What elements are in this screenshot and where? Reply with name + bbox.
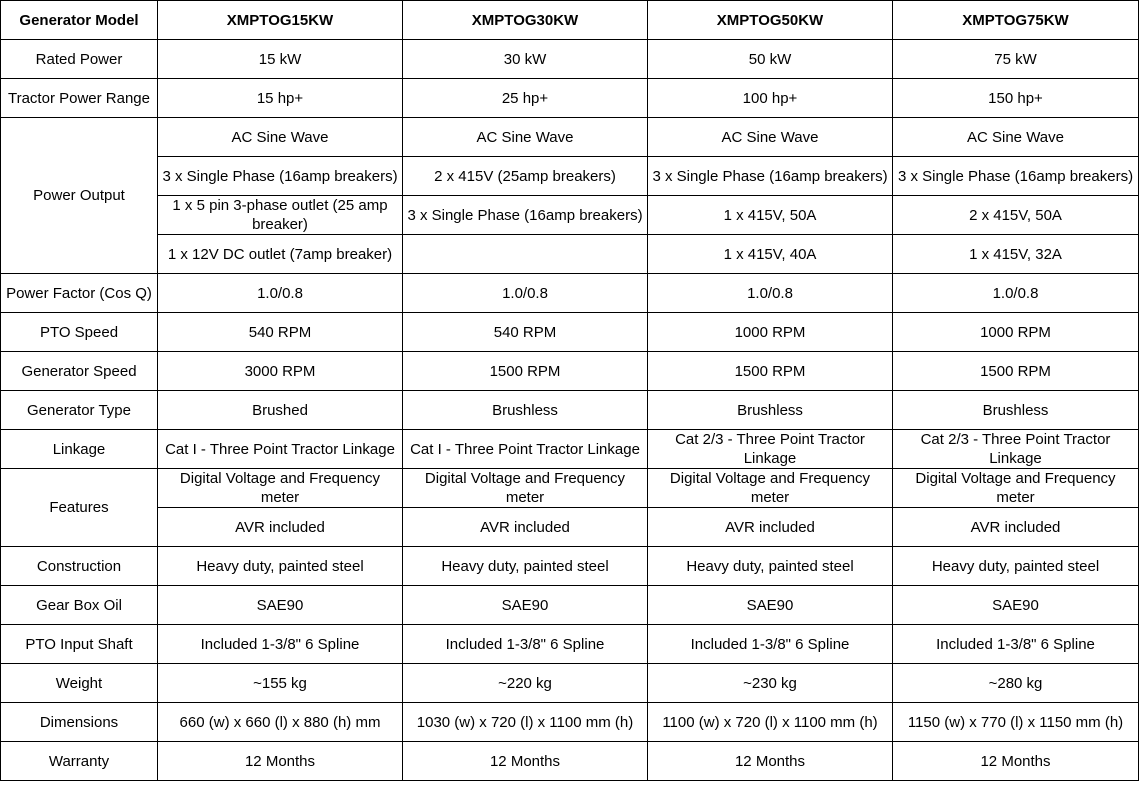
- row-label: Power Factor (Cos Q): [1, 274, 158, 313]
- table-cell: 3000 RPM: [158, 352, 403, 391]
- row-label: Features: [1, 469, 158, 547]
- header-cell-model: XMPTOG75KW: [893, 1, 1139, 40]
- table-cell: 1500 RPM: [648, 352, 893, 391]
- table-cell: 1000 RPM: [648, 313, 893, 352]
- table-row-features: [1, 469, 1139, 508]
- table-cell: 50 kW: [648, 40, 893, 79]
- table-cell: SAE90: [648, 586, 893, 625]
- table-cell: Heavy duty, painted steel: [648, 547, 893, 586]
- table-cell: 1150 (w) x 770 (l) x 1150 mm (h): [893, 703, 1139, 742]
- table-row-power-output: [1, 235, 1139, 274]
- table-cell: 1100 (w) x 720 (l) x 1100 mm (h): [648, 703, 893, 742]
- row-label: Generator Speed: [1, 352, 158, 391]
- table-cell: AVR included: [403, 508, 648, 547]
- table-cell: 12 Months: [648, 742, 893, 781]
- table-cell: 2 x 415V, 50A: [893, 196, 1139, 235]
- table-row-tractor-power-range: [1, 79, 1139, 118]
- table-cell: Included 1-3/8" 6 Spline: [648, 625, 893, 664]
- table-cell: Brushless: [648, 391, 893, 430]
- table-cell: AC Sine Wave: [158, 118, 403, 157]
- table-cell: 100 hp+: [648, 79, 893, 118]
- table-cell: 30 kW: [403, 40, 648, 79]
- table-cell: Included 1-3/8" 6 Spline: [403, 625, 648, 664]
- table-cell: SAE90: [893, 586, 1139, 625]
- table-cell: [403, 235, 648, 274]
- table-cell: 12 Months: [158, 742, 403, 781]
- table-cell: ~220 kg: [403, 664, 648, 703]
- table-row-pto-speed: [1, 313, 1139, 352]
- table-cell: 2 x 415V (25amp breakers): [403, 157, 648, 196]
- row-label: Construction: [1, 547, 158, 586]
- row-label: Weight: [1, 664, 158, 703]
- row-label: Generator Type: [1, 391, 158, 430]
- row-label: Warranty: [1, 742, 158, 781]
- header-cell-model: XMPTOG30KW: [403, 1, 648, 40]
- table-row-linkage: [1, 430, 1139, 469]
- table-cell: SAE90: [403, 586, 648, 625]
- table-cell: 1500 RPM: [893, 352, 1139, 391]
- table-cell: 15 kW: [158, 40, 403, 79]
- table-cell: 12 Months: [403, 742, 648, 781]
- row-label: Linkage: [1, 430, 158, 469]
- table-cell: SAE90: [158, 586, 403, 625]
- table-cell: AC Sine Wave: [403, 118, 648, 157]
- table-cell: 1.0/0.8: [403, 274, 648, 313]
- header-cell-model: XMPTOG15KW: [158, 1, 403, 40]
- table-cell: 660 (w) x 660 (l) x 880 (h) mm: [158, 703, 403, 742]
- table-cell: Brushed: [158, 391, 403, 430]
- header-row: [1, 1, 1139, 40]
- table-row-gear-box-oil: [1, 586, 1139, 625]
- table-row-rated-power: [1, 40, 1139, 79]
- table-cell: Included 1-3/8" 6 Spline: [893, 625, 1139, 664]
- table-row-pto-input-shaft: [1, 625, 1139, 664]
- row-label: Dimensions: [1, 703, 158, 742]
- table-cell: Cat 2/3 - Three Point Tractor Linkage: [648, 430, 893, 469]
- table-row-features: [1, 508, 1139, 547]
- table-cell: 540 RPM: [158, 313, 403, 352]
- table-cell: 3 x Single Phase (16amp breakers): [648, 157, 893, 196]
- row-label: PTO Speed: [1, 313, 158, 352]
- table-cell: 3 x Single Phase (16amp breakers): [158, 157, 403, 196]
- table-cell: AC Sine Wave: [893, 118, 1139, 157]
- table-cell: ~280 kg: [893, 664, 1139, 703]
- table-row-weight: [1, 664, 1139, 703]
- table-cell: Cat 2/3 - Three Point Tractor Linkage: [893, 430, 1139, 469]
- table-cell: Digital Voltage and Frequency meter: [403, 469, 648, 508]
- table-cell: 1 x 415V, 40A: [648, 235, 893, 274]
- table-row-construction: [1, 547, 1139, 586]
- table-cell: 12 Months: [893, 742, 1139, 781]
- table-cell: 150 hp+: [893, 79, 1139, 118]
- table-cell: AVR included: [893, 508, 1139, 547]
- table-cell: 3 x Single Phase (16amp breakers): [893, 157, 1139, 196]
- table-cell: AVR included: [648, 508, 893, 547]
- table-cell: Heavy duty, painted steel: [403, 547, 648, 586]
- table-cell: 3 x Single Phase (16amp breakers): [403, 196, 648, 235]
- table-row-generator-speed: [1, 352, 1139, 391]
- table-cell: Cat I - Three Point Tractor Linkage: [403, 430, 648, 469]
- table-cell: 1030 (w) x 720 (l) x 1100 mm (h): [403, 703, 648, 742]
- table-cell: Heavy duty, painted steel: [893, 547, 1139, 586]
- table-row-dimensions: [1, 703, 1139, 742]
- table-row-generator-type: [1, 391, 1139, 430]
- table-cell: 25 hp+: [403, 79, 648, 118]
- table-cell: 1 x 415V, 32A: [893, 235, 1139, 274]
- table-cell: AC Sine Wave: [648, 118, 893, 157]
- table-row-power-output: [1, 196, 1139, 235]
- table-cell: Digital Voltage and Frequency meter: [648, 469, 893, 508]
- table-cell: 1 x 5 pin 3-phase outlet (25 amp breaker): [158, 196, 403, 235]
- table-cell: Cat I - Three Point Tractor Linkage: [158, 430, 403, 469]
- table-row-power-output: [1, 157, 1139, 196]
- row-label: Tractor Power Range: [1, 79, 158, 118]
- table-cell: AVR included: [158, 508, 403, 547]
- row-label: PTO Input Shaft: [1, 625, 158, 664]
- table-cell: ~155 kg: [158, 664, 403, 703]
- table-cell: Brushless: [403, 391, 648, 430]
- row-label: Gear Box Oil: [1, 586, 158, 625]
- row-label: Rated Power: [1, 40, 158, 79]
- table-cell: 1 x 415V, 50A: [648, 196, 893, 235]
- table-cell: 15 hp+: [158, 79, 403, 118]
- table-cell: Included 1-3/8" 6 Spline: [158, 625, 403, 664]
- table-row-warranty: [1, 742, 1139, 781]
- table-cell: Digital Voltage and Frequency meter: [158, 469, 403, 508]
- table-cell: 1000 RPM: [893, 313, 1139, 352]
- table-cell: 75 kW: [893, 40, 1139, 79]
- table-cell: 1.0/0.8: [158, 274, 403, 313]
- table-cell: Heavy duty, painted steel: [158, 547, 403, 586]
- header-cell-generator-model: Generator Model: [1, 1, 158, 40]
- table-cell: 1.0/0.8: [893, 274, 1139, 313]
- table-cell: ~230 kg: [648, 664, 893, 703]
- table-row-power-factor: [1, 274, 1139, 313]
- row-label: Power Output: [1, 118, 158, 274]
- table-cell: 1.0/0.8: [648, 274, 893, 313]
- table-cell: 1 x 12V DC outlet (7amp breaker): [158, 235, 403, 274]
- table-cell: 540 RPM: [403, 313, 648, 352]
- header-cell-model: XMPTOG50KW: [648, 1, 893, 40]
- table-cell: Brushless: [893, 391, 1139, 430]
- table-cell: Digital Voltage and Frequency meter: [893, 469, 1139, 508]
- table-cell: 1500 RPM: [403, 352, 648, 391]
- table-row-power-output: [1, 118, 1139, 157]
